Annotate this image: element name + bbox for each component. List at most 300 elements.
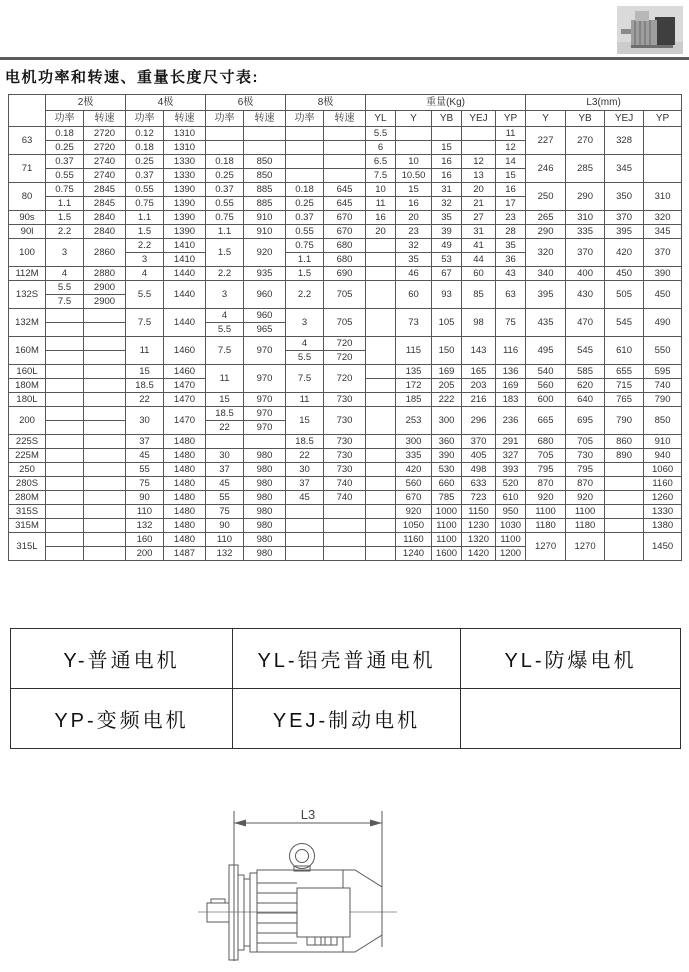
spec-table-cell: 2845 <box>84 183 126 197</box>
spec-table-cell: 55 <box>206 491 244 505</box>
spec-table-cell: 1330 <box>644 505 682 519</box>
spec-table-cell <box>286 155 324 169</box>
spec-table-cell: 740 <box>324 477 366 491</box>
spec-table-row <box>9 533 682 547</box>
spec-table-cell <box>46 435 84 449</box>
hub-step-3 <box>250 873 257 952</box>
spec-table-cell: 490 <box>644 309 682 337</box>
spec-table-cell: 910 <box>244 211 286 225</box>
spec-table-cell: 205 <box>432 379 462 393</box>
spec-table-cell: 910 <box>244 225 286 239</box>
spec-table-cell: 870 <box>566 477 605 491</box>
spec-table-row <box>9 477 682 491</box>
spec-table-cell <box>366 547 396 561</box>
spec-table-cell: 705 <box>324 281 366 309</box>
spec-table-cell: 345 <box>644 225 682 239</box>
spec-table-cell: 890 <box>605 449 644 463</box>
legend-cell <box>461 689 681 749</box>
spec-table-cell: 4 <box>286 337 324 351</box>
spec-table-cell: 90 <box>126 491 164 505</box>
spec-table-cell: 225S <box>9 435 46 449</box>
spec-table-cell: 1270 <box>566 533 605 561</box>
spec-table-cell <box>324 127 366 141</box>
spec-table-cell: 2740 <box>84 155 126 169</box>
spec-table-cell <box>286 533 324 547</box>
spec-table-cell: 715 <box>605 379 644 393</box>
spec-header-cell: 6极 <box>206 95 286 111</box>
spec-table-cell: 1230 <box>462 519 496 533</box>
spec-table-cell <box>366 253 396 267</box>
spec-table-row <box>9 281 682 295</box>
page-title: 电机功率和转速、重量长度尺寸表: <box>5 69 259 86</box>
spec-table-cell: 11 <box>366 197 396 211</box>
spec-table-cell: 1420 <box>462 547 496 561</box>
spec-table-cell: 14 <box>496 155 526 169</box>
spec-table-cell: 660 <box>432 477 462 491</box>
spec-table-cell: 785 <box>432 491 462 505</box>
spec-table-cell: 75 <box>496 309 526 337</box>
spec-table-cell <box>206 141 244 155</box>
spec-table-cell: 75 <box>206 505 244 519</box>
spec-table-cell <box>324 141 366 155</box>
spec-header-cell: 8极 <box>286 95 366 111</box>
spec-table-cell: 495 <box>526 337 566 365</box>
spec-table-cell: 2840 <box>84 211 126 225</box>
spec-table-cell: 970 <box>244 337 286 365</box>
spec-table-cell: 720 <box>324 365 366 393</box>
spec-table-cell: 1240 <box>396 547 432 561</box>
spec-table-cell: 265 <box>526 211 566 225</box>
spec-table-cell: 795 <box>566 463 605 477</box>
spec-header-cell: YB <box>566 111 605 127</box>
spec-table-cell: 1000 <box>432 505 462 519</box>
spec-table-cell: 595 <box>644 365 682 379</box>
spec-table-cell: 705 <box>526 449 566 463</box>
spec-table-cell: 705 <box>566 435 605 449</box>
spec-table-cell: 0.12 <box>126 127 164 141</box>
spec-table-cell: 2.2 <box>206 267 244 281</box>
legend-row <box>11 629 681 689</box>
spec-table-cell <box>46 351 84 365</box>
spec-table-cell: 10.50 <box>396 169 432 183</box>
spec-header-cell: 功率 <box>206 111 244 127</box>
spec-table-cell: 0.37 <box>46 155 84 169</box>
spec-table-row <box>9 225 682 239</box>
spec-table-cell: 30 <box>286 463 324 477</box>
spec-table-cell: 1487 <box>164 547 206 561</box>
spec-table-cell: 965 <box>244 323 286 337</box>
spec-table-cell <box>84 379 126 393</box>
spec-header-cell: YEJ <box>462 111 496 127</box>
spec-table-cell: 2880 <box>84 267 126 281</box>
spec-table-row <box>9 183 682 197</box>
spec-table-cell: 1330 <box>164 155 206 169</box>
spec-table-cell: 11 <box>286 393 324 407</box>
spec-table-cell: 222 <box>432 393 462 407</box>
spec-table-cell: 290 <box>526 225 566 239</box>
spec-table-cell <box>366 379 396 393</box>
spec-header-row <box>9 111 682 127</box>
spec-table-cell: 1450 <box>644 533 682 561</box>
spec-table-cell: 300 <box>396 435 432 449</box>
spec-table-cell: 32 <box>396 239 432 253</box>
spec-table-cell: 1390 <box>164 225 206 239</box>
spec-table-cell: 4 <box>126 267 164 281</box>
spec-header-cell <box>9 95 46 127</box>
spec-table-cell: 960 <box>244 309 286 323</box>
spec-table-cell: 15 <box>432 141 462 155</box>
spec-table-cell: 970 <box>244 407 286 421</box>
spec-table-cell <box>324 155 366 169</box>
spec-table-cell <box>605 477 644 491</box>
spec-table-cell: 1.5 <box>206 239 244 267</box>
spec-table-cell: 16 <box>496 183 526 197</box>
spec-table-cell <box>366 407 396 435</box>
spec-table-cell: 75 <box>126 477 164 491</box>
spec-table-cell: 520 <box>496 477 526 491</box>
spec-table-cell: 136 <box>496 365 526 379</box>
spec-table-cell: 1030 <box>496 519 526 533</box>
spec-table-cell <box>324 519 366 533</box>
spec-table-cell: 5.5 <box>206 323 244 337</box>
spec-table-cell <box>84 337 126 351</box>
spec-table-cell: 43 <box>496 267 526 281</box>
spec-table-cell <box>84 407 126 421</box>
spec-table-cell: 0.37 <box>206 183 244 197</box>
spec-table-cell: 1460 <box>164 365 206 379</box>
spec-table-cell: 730 <box>324 449 366 463</box>
spec-table-cell: 980 <box>244 533 286 547</box>
spec-table-cell: 980 <box>244 491 286 505</box>
spec-table-cell <box>46 323 84 337</box>
spec-table-cell: 0.37 <box>286 211 324 225</box>
spec-table-cell: 1200 <box>496 547 526 561</box>
spec-table-cell: 730 <box>324 435 366 449</box>
spec-table-cell: 1470 <box>164 379 206 393</box>
terminal-box <box>297 888 350 937</box>
spec-table-cell: 1.5 <box>126 225 164 239</box>
spec-table-cell: 920 <box>244 239 286 267</box>
spec-table-cell: 3 <box>206 281 244 309</box>
spec-table-cell: 1100 <box>496 533 526 547</box>
spec-table-cell: 132M <box>9 309 46 337</box>
spec-table-cell: 0.18 <box>46 127 84 141</box>
spec-table-cell: 63 <box>496 281 526 309</box>
spec-table-cell <box>84 463 126 477</box>
spec-table-cell: 670 <box>396 491 432 505</box>
spec-table-cell: 30 <box>126 407 164 435</box>
spec-table-cell: 920 <box>526 491 566 505</box>
legend-cell: YL-防爆电机 <box>461 629 681 689</box>
spec-table-cell: 98 <box>462 309 496 337</box>
spec-table-cell: 420 <box>396 463 432 477</box>
spec-table-cell: 910 <box>644 435 682 449</box>
spec-table-cell <box>206 127 244 141</box>
spec-table-cell: 300 <box>432 407 462 435</box>
spec-table-cell: 1180 <box>526 519 566 533</box>
spec-table-cell: 430 <box>566 281 605 309</box>
spec-table-cell: 935 <box>244 267 286 281</box>
spec-table-cell: 5.5 <box>46 281 84 295</box>
spec-table-cell <box>366 449 396 463</box>
spec-table-cell <box>46 337 84 351</box>
spec-table-cell <box>84 323 126 337</box>
spec-table-cell: 2900 <box>84 281 126 295</box>
spec-header-cell: Y <box>396 111 432 127</box>
spec-table-cell: 970 <box>244 393 286 407</box>
spec-table-cell: 105 <box>432 309 462 337</box>
spec-table-cell: 290 <box>566 183 605 211</box>
spec-table-row <box>9 309 682 323</box>
spec-table-cell <box>46 393 84 407</box>
spec-table-cell: 450 <box>644 281 682 309</box>
spec-table-cell <box>605 519 644 533</box>
spec-table-cell: 165 <box>462 365 496 379</box>
spec-table-cell: 1470 <box>164 393 206 407</box>
spec-table-cell: 870 <box>526 477 566 491</box>
spec-table-cell: 32 <box>432 197 462 211</box>
spec-table-cell <box>366 519 396 533</box>
spec-table-cell: 585 <box>566 365 605 379</box>
legend-cell: Y-普通电机 <box>11 629 233 689</box>
spec-table-cell <box>46 477 84 491</box>
spec-table-cell <box>286 547 324 561</box>
spec-table-cell: 5.5 <box>286 351 324 365</box>
spec-table-cell: 600 <box>526 393 566 407</box>
spec-table-cell: 1100 <box>432 533 462 547</box>
spec-table-cell: 1480 <box>164 519 206 533</box>
spec-table-cell: 315L <box>9 533 46 561</box>
spec-table-cell <box>286 519 324 533</box>
spec-table-cell: 216 <box>462 393 496 407</box>
spec-table-cell: 1100 <box>526 505 566 519</box>
spec-table-cell: 90l <box>9 225 46 239</box>
spec-table-cell <box>84 351 126 365</box>
spec-table-cell: 680 <box>526 435 566 449</box>
spec-table-cell <box>46 309 84 323</box>
spec-table-cell: 135 <box>396 365 432 379</box>
spec-table-cell: 31 <box>432 183 462 197</box>
spec-table-cell: 7.5 <box>286 365 324 393</box>
spec-table-cell: 0.25 <box>286 197 324 211</box>
spec-table-cell: 115 <box>396 337 432 365</box>
spec-table-row <box>9 337 682 351</box>
spec-table-cell <box>46 519 84 533</box>
spec-table-cell <box>366 491 396 505</box>
spec-table-cell: 530 <box>432 463 462 477</box>
spec-table-cell: 0.25 <box>46 141 84 155</box>
spec-table-cell: 2900 <box>84 295 126 309</box>
spec-table-cell <box>84 533 126 547</box>
spec-table-cell <box>46 463 84 477</box>
spec-table-cell <box>84 421 126 435</box>
spec-table-cell: 665 <box>526 407 566 435</box>
spec-table-cell: 645 <box>324 183 366 197</box>
spec-table-cell: 498 <box>462 463 496 477</box>
spec-table-cell <box>244 127 286 141</box>
spec-table-cell: 1320 <box>462 533 496 547</box>
spec-table-cell: 680 <box>324 253 366 267</box>
dimension-arrow-left <box>234 820 246 827</box>
spec-table-cell: 11 <box>206 365 244 393</box>
spec-table-cell: 395 <box>605 225 644 239</box>
spec-table-cell <box>366 435 396 449</box>
spec-table-cell: 30 <box>206 449 244 463</box>
spec-table-cell: 10 <box>366 183 396 197</box>
spec-table-cell <box>366 393 396 407</box>
spec-table-cell: 132S <box>9 281 46 309</box>
spec-table-cell: 6.5 <box>366 155 396 169</box>
spec-table-cell: 730 <box>566 449 605 463</box>
spec-table-cell: 1160 <box>396 533 432 547</box>
spec-table-cell: 18.5 <box>206 407 244 421</box>
spec-header-cell: 转速 <box>244 111 286 127</box>
spec-header-cell: 2极 <box>46 95 126 111</box>
spec-table-cell: 46 <box>396 267 432 281</box>
spec-table-body <box>9 127 682 561</box>
spec-table-cell: 545 <box>605 309 644 337</box>
motor-photo-image <box>617 6 683 54</box>
spec-header-cell: YP <box>496 111 526 127</box>
spec-table-cell: 0.75 <box>206 211 244 225</box>
spec-header-cell: Y <box>526 111 566 127</box>
spec-table-cell: 320 <box>526 239 566 267</box>
spec-table-cell: 1180 <box>566 519 605 533</box>
spec-table-cell <box>46 379 84 393</box>
spec-table-cell: 250 <box>9 463 46 477</box>
spec-table-cell: 60 <box>396 281 432 309</box>
eyebolt-outer <box>290 844 315 869</box>
spec-table-cell <box>324 169 366 183</box>
spec-table-cell: 35 <box>496 239 526 253</box>
spec-table-cell <box>286 505 324 519</box>
spec-table-cell: 1390 <box>164 183 206 197</box>
spec-table-cell: 45 <box>126 449 164 463</box>
motor-dimension-drawing <box>185 795 415 972</box>
spec-table-row <box>9 505 682 519</box>
spec-table-cell: 172 <box>396 379 432 393</box>
spec-table-cell: 335 <box>566 225 605 239</box>
spec-table-cell: 1.5 <box>286 267 324 281</box>
spec-table-cell <box>84 309 126 323</box>
spec-table-cell: 0.55 <box>286 225 324 239</box>
spec-table-cell: 169 <box>432 365 462 379</box>
spec-table-cell: 1380 <box>644 519 682 533</box>
spec-table-cell: 1330 <box>164 169 206 183</box>
shaft-key <box>211 899 225 903</box>
motor-spec-table <box>8 94 682 561</box>
spec-table-cell: 270 <box>566 127 605 155</box>
spec-table-cell: 55 <box>126 463 164 477</box>
spec-table-cell <box>84 449 126 463</box>
spec-table-cell: 15 <box>496 169 526 183</box>
spec-table-cell: 0.25 <box>126 155 164 169</box>
spec-table-cell <box>244 141 286 155</box>
spec-table-cell: 690 <box>324 267 366 281</box>
spec-table-cell: 345 <box>605 155 644 183</box>
legend-cell: YEJ-制动电机 <box>233 689 461 749</box>
spec-table-cell <box>84 491 126 505</box>
spec-table-cell: 160M <box>9 337 46 365</box>
spec-table-cell: 67 <box>432 267 462 281</box>
spec-table-cell: 35 <box>396 253 432 267</box>
spec-table-row <box>9 211 682 225</box>
spec-table-row <box>9 519 682 533</box>
spec-table-cell: 1460 <box>164 337 206 365</box>
spec-table-cell: 1440 <box>164 281 206 309</box>
spec-table-cell: 250 <box>526 183 566 211</box>
spec-table-cell: 28 <box>496 225 526 239</box>
spec-table-cell: 540 <box>526 365 566 379</box>
spec-table-cell: 180M <box>9 379 46 393</box>
spec-table-cell: 15 <box>126 365 164 379</box>
spec-table-row <box>9 491 682 505</box>
spec-table-cell: 950 <box>496 505 526 519</box>
spec-table-cell: 90s <box>9 211 46 225</box>
spec-table-cell: 1100 <box>566 505 605 519</box>
spec-table-cell: 280S <box>9 477 46 491</box>
spec-table-cell <box>605 505 644 519</box>
spec-table-row <box>9 463 682 477</box>
spec-table-cell: 1440 <box>164 309 206 337</box>
spec-table-cell: 7.5 <box>366 169 396 183</box>
spec-table-cell: 610 <box>605 337 644 365</box>
spec-table-cell: 730 <box>324 463 366 477</box>
spec-table-cell: 7.5 <box>126 309 164 337</box>
spec-table-cell: 7.5 <box>46 295 84 309</box>
spec-table-cell: 633 <box>462 477 496 491</box>
spec-table-cell <box>84 519 126 533</box>
spec-table-cell: 505 <box>605 281 644 309</box>
spec-table-cell <box>46 407 84 421</box>
spec-table-cell: 44 <box>462 253 496 267</box>
spec-table-cell: 37 <box>286 477 324 491</box>
legend-cell: YL-铝壳普通电机 <box>233 629 461 689</box>
spec-table-cell: 225M <box>9 449 46 463</box>
spec-header-row <box>9 95 682 111</box>
spec-table-cell <box>46 491 84 505</box>
spec-table-cell: 730 <box>324 393 366 407</box>
hub-step-2 <box>244 879 250 946</box>
spec-table-cell <box>396 127 432 141</box>
spec-table-cell: 27 <box>462 211 496 225</box>
spec-table-cell: 41 <box>462 239 496 253</box>
spec-table-cell: 0.75 <box>46 183 84 197</box>
spec-table-cell: 16 <box>432 169 462 183</box>
spec-table-cell: 15 <box>286 407 324 435</box>
spec-table-cell: 246 <box>526 155 566 183</box>
spec-table-cell: 22 <box>206 421 244 435</box>
spec-table-cell <box>324 533 366 547</box>
spec-table-cell: 340 <box>526 267 566 281</box>
spec-table-cell: 720 <box>324 351 366 365</box>
spec-table-row <box>9 449 682 463</box>
spec-table-cell: 160L <box>9 365 46 379</box>
spec-table-cell <box>366 533 396 547</box>
spec-table-cell: 20 <box>462 183 496 197</box>
spec-table-cell: 45 <box>286 491 324 505</box>
spec-table-cell: 560 <box>526 379 566 393</box>
header-rule <box>0 57 689 60</box>
spec-table-cell: 296 <box>462 407 496 435</box>
spec-table-cell: 695 <box>566 407 605 435</box>
hub-step-1 <box>238 875 244 950</box>
dimension-arrow-right <box>370 820 382 827</box>
spec-table-cell: 253 <box>396 407 432 435</box>
spec-table-cell: 1480 <box>164 449 206 463</box>
spec-table-cell: 0.55 <box>46 169 84 183</box>
spec-table-cell: 560 <box>396 477 432 491</box>
